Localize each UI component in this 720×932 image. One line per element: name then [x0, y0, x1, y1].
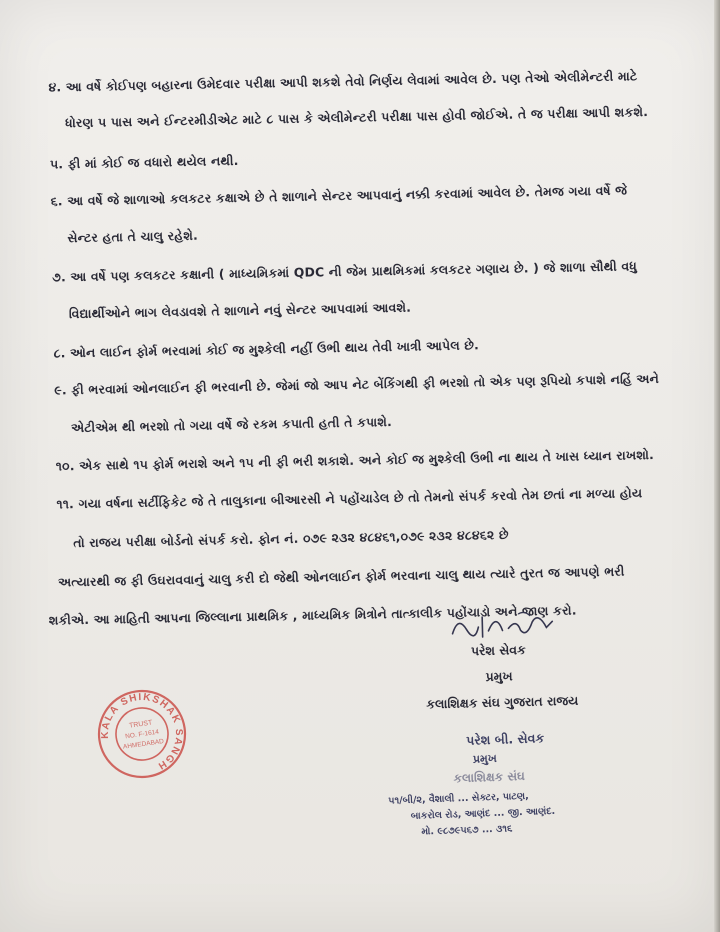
page-edge — [714, 0, 720, 932]
point-9-line-1: ૯. ફી ભરવામાં ઓનલાઈન ફી ભરવાની છે. જેમાં જો આપ નેટ બેંકિંગથી ફી ભરશો તો એક પણ રૂપિયો કપાશે નહિં અને — [54, 370, 660, 398]
handwritten-signature — [448, 607, 559, 646]
signatory-name: પરેશ સેવક — [470, 641, 526, 659]
point-8: ૮. ઓન લાઈન ફોર્મ ભરવામાં કોઈ જ મુશ્કેલી નહીં ઉભી થાય તેવી ખાત્રી આપેલ છે. — [53, 337, 480, 361]
stamp-center-line-2: NO. F-1614 — [124, 728, 160, 741]
point-4-line-1: ૪. આ વર્ષે કોઈપણ બહારના ઉમેદવાર પરીક્ષા આપી શકશે તેવો નિર્ણય લેવામાં આવેલ છે. પણ તેઓ એલીમેન્ટરી માટે — [48, 68, 638, 95]
stamp-name: પરેશ બી. સેવક — [465, 730, 545, 748]
round-rubber-stamp — [90, 682, 194, 786]
signatory-title: પ્રમુખ — [485, 668, 513, 684]
point-11-line-2: તો રાજય પરીક્ષા બોર્ડનો સંપર્ક કરો. ફોન નં. ૦૭૯ ૨૩૨ ૪૮૪૬૧,૦૭૯ ૨૩૨ ૪૮૪૬૨ છે — [73, 526, 509, 551]
signatory-organization: કલાશિક્ષક સંઘ ગુજરાત રાજય — [426, 692, 579, 712]
point-7-line-2: વિદ્યાર્થીઓને ભાગ લેવડાવશે તે શાળાને નવું સેન્ટર આપવામાં આવશે. — [68, 299, 412, 322]
point-10: ૧૦. એક સાથે ૧૫ ફોર્મ ભરાશે અને ૧૫ ની ફી ભરી શકાશે. અને કોઈ જ મુશ્કેલી ઉભી ના થાય તે ખાસ ધ્યાન રાખશો. — [55, 446, 655, 474]
stamp-organization: કલાશિક્ષક સંઘ — [453, 768, 526, 786]
stamp-center-line-3: AHMEDABAD — [122, 738, 165, 751]
stamp-center-line-1: TRUST — [128, 719, 153, 730]
closing-line-2: શકીએ. આ માહિતી આપના જિલ્લાના પ્રાથમિક , માધ્યમિક મિત્રોને તાત્કાલીક પહોંચાડો અને જાણ કરો. — [48, 602, 577, 628]
point-4-line-2: ધોરણ ૫ પાસ અને ઈન્ટરમીડીએટ માટે ૮ પાસ કે એલીમેન્ટરી પરીક્ષા પાસ હોવી જોઈએ. તે જ પરીક્ષા આપી શકશે. — [65, 104, 649, 131]
point-9-line-2: એટીએમ થી ભરશો તો ગયા વર્ષે જે રકમ કપાતી હતી તે કપાશે. — [70, 414, 393, 436]
stamp-address-line-1: ૫૧/બી/૨, વૈશાલી ... સેક્ટર, પાટણ, — [388, 790, 529, 807]
point-6-line-1: ૬. આ વર્ષે જે શાળાઓ કલકટર કક્ષાએ છે તે શાળાને સેન્ટર આપવાનું નક્કી કરવામાં આવેલ છે. તેમજ ગયા વર્ષે જે — [50, 182, 628, 209]
stamp-ring-text: KALA SHIKSHAK SANGH — [99, 691, 185, 772]
point-7-line-1: ૭. આ વર્ષે પણ કલકટર કક્ષાની ( માધ્યમિકમાં QDC ની જેમ પ્રાથમિકમાં કલકટર ગણાય છે. ) જે શાળા સૌથી વધુ — [52, 258, 638, 285]
stamp-title: પ્રમુખ — [472, 751, 498, 766]
point-5: ૫. ફી માં કોઈ જ વધારો થયેલ નથી. — [49, 152, 239, 172]
stamp-address-line-2: બાકરોલ રોડ, આણંદ ... જી. આણંદ. — [410, 805, 556, 822]
point-6-line-2: સેન્ટર હતા તે ચાલુ રહેશે. — [67, 227, 199, 246]
point-11-line-1: ૧૧. ગયા વર્ષના સર્ટીફિકેટ જે તે તાલુકાના બીઆરસી ને પહોંચાડેલ છે તો તેમનો સંપર્ક કરવો તેમ છતાં ના મળ્યા હોય — [56, 485, 643, 512]
stamp-phone: મો. ૯૮૭૯૫૬૭ ... ૩૧૬ — [421, 823, 513, 838]
closing-line-1: અત્યારથી જ ફી ઉઘરાવવાનું ચાલુ કરી દો જેથી ઓનલાઈન ફોર્મ ભરવાના ચાલુ થાય ત્યારે તુરત જ આપણે ભરી — [57, 563, 625, 590]
